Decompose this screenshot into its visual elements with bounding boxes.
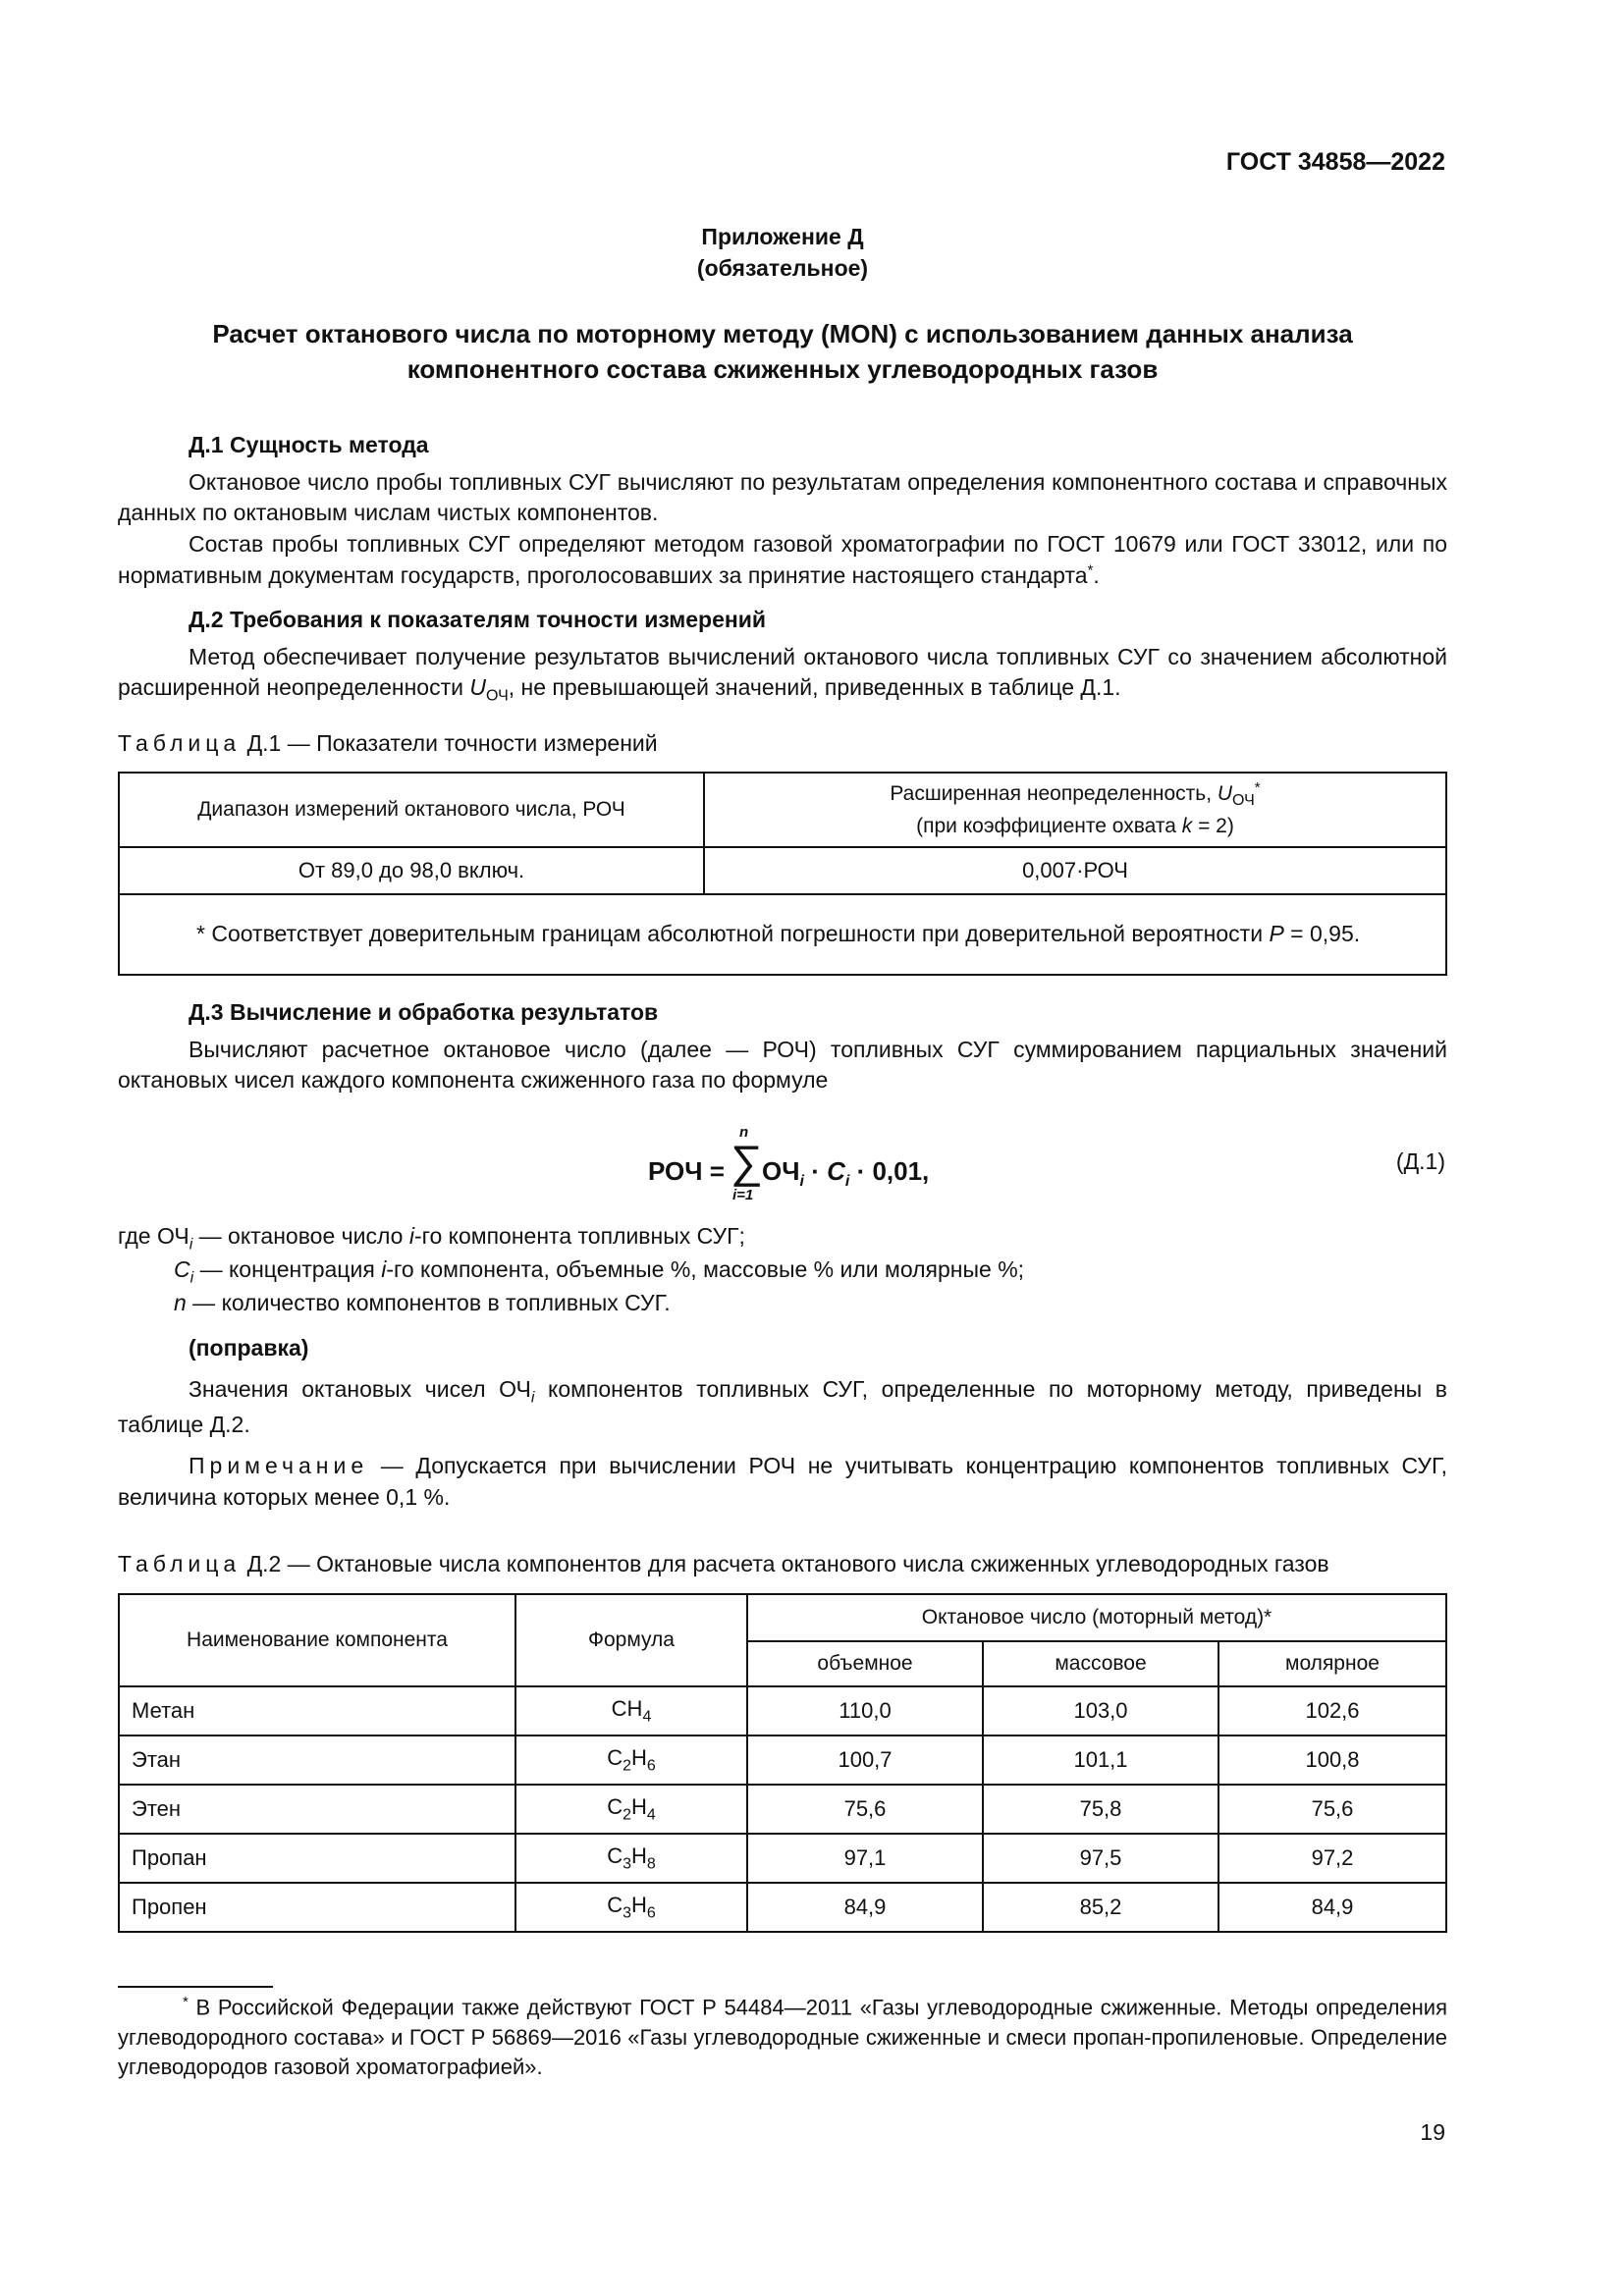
table1-value-cell: 0,007·РОЧ: [704, 847, 1446, 894]
note-label: Примечание: [189, 1453, 369, 1478]
appendix-title: Приложение Д: [701, 224, 864, 249]
footnote-divider: [118, 1986, 273, 1988]
octane-mol-cell: 84,9: [1218, 1883, 1446, 1932]
definition-och-b: -го компонента топливных СУГ;: [413, 1223, 745, 1249]
symbol-u-sub: ОЧ: [485, 688, 509, 706]
table1-symbol-k: k: [1181, 814, 1193, 837]
formula-sum-bottom: i=1: [732, 1187, 754, 1203]
definition-c-a: — концентрация: [193, 1256, 382, 1282]
table1: [118, 772, 1447, 976]
table1-caption-label: Таблица: [118, 730, 242, 756]
footnote-mark-bottom: *: [183, 1994, 189, 2010]
definitions-where: где: [118, 1223, 157, 1249]
table1-header-range: Диапазон измерений октанового числа, РОЧ: [119, 773, 704, 847]
component-formula-cell: [515, 1834, 747, 1883]
table2-caption: [118, 1549, 1329, 1580]
table1-note-cell: [119, 894, 1446, 975]
component-formula-cell: [515, 1785, 747, 1834]
section-d2-text-a: Метод обеспечивает получение результатов вычислений октанового числа топливных СУГ со значением абсолютной расширенной неопределенности: [118, 643, 1447, 701]
table2: [118, 1593, 1447, 1933]
table-row: [119, 1686, 1446, 1735]
component-name-cell: Этен: [119, 1785, 515, 1834]
formula-element: C: [607, 1842, 623, 1868]
section-d2: [118, 605, 1447, 708]
formula-body: [762, 1154, 929, 1193]
component-name-cell: Пропен: [119, 1883, 515, 1932]
formula-definitions: [118, 1221, 1447, 1321]
definition-och-sub: i: [189, 1236, 193, 1254]
formula-subscript: 3: [623, 1855, 631, 1873]
note-paragraph-text: [118, 1451, 1447, 1513]
document-title-line2: компонентного состава сжиженных углеводородных газов: [406, 354, 1159, 385]
symbol-u: U: [469, 674, 486, 701]
formula-dot: ·: [811, 1156, 820, 1186]
table1-caption-text: Д.1 — Показатели точности измерений: [241, 730, 658, 756]
table1-caption: [118, 728, 658, 760]
footnote: [118, 1993, 1447, 2082]
values-paragraph-sub: i: [530, 1389, 535, 1407]
formula-number: (Д.1): [1395, 1148, 1445, 1174]
definition-n: [118, 1288, 1447, 1321]
octane-mass-cell: 97,5: [983, 1834, 1218, 1883]
section-d2-heading: Д.2 Требования к показателям точности измерений: [189, 607, 767, 632]
definition-c-symbol: C: [174, 1256, 190, 1282]
table1-header-mark: *: [1254, 779, 1261, 797]
section-d2-paragraph: [118, 642, 1447, 708]
table1-header-uncertainty-b: (при коэффициенте охвата: [916, 814, 1182, 837]
table1-note-a: * Соответствует доверительным границам абсолютной погрешности при доверительной вероятности: [196, 921, 1270, 947]
document-standard-header: ГОСТ 34858—2022: [1225, 148, 1445, 176]
table1-header-uncertainty-a: Расширенная неопределенность,: [890, 782, 1218, 806]
table-row: [119, 1883, 1446, 1932]
document-title-line1: Расчет октанового числа по моторному методу (MON) с использованием данных анализа: [212, 319, 1353, 348]
page-number: 19: [1420, 2119, 1445, 2145]
formula-element: H: [631, 1793, 647, 1819]
table1-note-b: = 0,95.: [1283, 921, 1361, 947]
definition-c-sub: i: [189, 1269, 194, 1287]
formula-subscript: 6: [646, 1904, 656, 1922]
table2-header-mol: молярное: [1218, 1641, 1446, 1686]
octane-mass-cell: 85,2: [983, 1883, 1218, 1932]
formula-element: C: [607, 1892, 623, 1917]
values-paragraph: [118, 1374, 1447, 1440]
appendix-status: (обязательное): [696, 255, 869, 281]
section-d1-paragraph1: Октановое число пробы топливных СУГ вычисляют по результатам определения компонентного состава и справочных данных по октановым числам чистых компонентов.: [118, 468, 1447, 526]
component-formula-cell: [515, 1686, 747, 1735]
formula-element: C: [611, 1695, 627, 1721]
definition-och: [118, 1221, 1447, 1255]
section-d2-text-b: , не превышающей значений, приведенных в таблице Д.1.: [508, 674, 1121, 701]
definition-och-i: i: [408, 1223, 414, 1249]
octane-mass-cell: 103,0: [983, 1686, 1218, 1735]
formula-lhs: РОЧ =: [648, 1156, 725, 1186]
formula-subscript: 2: [623, 1757, 631, 1775]
formula-subscript: 6: [646, 1757, 656, 1775]
table1-header-uncertainty: [704, 773, 1446, 847]
definition-c-i: i: [381, 1256, 387, 1282]
document-title: [118, 316, 1447, 388]
formula-term2-sub: i: [844, 1173, 850, 1191]
section-d1-paragraph2: [118, 529, 1447, 591]
section-d1-heading: Д.1 Сущность метода: [189, 432, 429, 457]
definition-c: [118, 1255, 1447, 1288]
formula-subscript: 3: [623, 1904, 631, 1922]
table1-note-symbol-p: P: [1269, 921, 1284, 947]
table1-note-row: [119, 894, 1446, 975]
formula-term2: C: [827, 1156, 845, 1186]
table1-symbol-u-sub: ОЧ: [1232, 792, 1255, 810]
formula-element: H: [631, 1892, 647, 1917]
section-d1-paragraph2-text: Состав пробы топливных СУГ определяют методом газовой хроматографии по ГОСТ 10679 или ГОСТ 33012, или по нормативным документам государств, проголосовавших за принятие настоящего стандарта: [118, 531, 1447, 588]
table-row: [119, 1834, 1446, 1883]
formula-subscript: 2: [623, 1806, 631, 1824]
table-row: [119, 1735, 1446, 1785]
formula-tail: · 0,01,: [856, 1156, 930, 1186]
component-name-cell: Этан: [119, 1735, 515, 1785]
values-paragraph-text: [118, 1374, 1447, 1440]
table2-header-formula: Формула: [515, 1594, 747, 1686]
formula-subscript: 4: [646, 1806, 656, 1824]
table-row: [119, 1785, 1446, 1834]
formula-element: H: [631, 1842, 647, 1868]
octane-vol-cell: 84,9: [747, 1883, 983, 1932]
formula-sum-top: n: [739, 1124, 749, 1141]
definition-och-symbol: ОЧ: [156, 1223, 189, 1249]
formula-element: C: [607, 1744, 623, 1770]
table2-header-mass: массовое: [983, 1641, 1218, 1686]
octane-mol-cell: 102,6: [1218, 1686, 1446, 1735]
octane-mass-cell: 75,8: [983, 1785, 1218, 1834]
amendment-label: (поправка): [189, 1335, 309, 1361]
formula-element: H: [626, 1695, 643, 1721]
table1-header-uncertainty-c: = 2): [1192, 814, 1234, 837]
formula-subscript: 8: [646, 1855, 656, 1873]
component-name-cell: Метан: [119, 1686, 515, 1735]
formula-d1: [648, 1124, 1041, 1217]
table2-header-vol: объемное: [747, 1641, 983, 1686]
octane-vol-cell: 100,7: [747, 1735, 983, 1785]
formula-element: H: [631, 1744, 647, 1770]
definition-n-symbol: n: [174, 1290, 187, 1315]
octane-mol-cell: 97,2: [1218, 1834, 1446, 1883]
note-paragraph: [118, 1451, 1447, 1513]
formula-subscript: 4: [642, 1708, 652, 1726]
formula-term1: ОЧ: [762, 1156, 800, 1186]
table2-caption-label: Таблица: [118, 1551, 242, 1576]
section-d3-paragraph: Вычисляют расчетное октановое число (далее — РОЧ) топливных СУГ суммированием парциальных значений октановых чисел каждого компонента сжиженного газа по формуле: [118, 1036, 1447, 1094]
table2-header-row1: [119, 1594, 1446, 1641]
table1-range-cell: От 89,0 до 98,0 включ.: [119, 847, 704, 894]
definition-och-a: — октановое число: [192, 1223, 409, 1249]
table1-symbol-u: U: [1217, 782, 1233, 806]
component-formula-cell: [515, 1735, 747, 1785]
amendment-note: [118, 1333, 1447, 1364]
footnote-text: В Российской Федерации также действуют ГОСТ Р 54484—2011 «Газы углеводородные сжиженные. Методы определения углеводородного состава» и ГОСТ Р 56869—2016 «Газы углеводородные сжиженные и смеси пропан-пропиленовые. Определение углеводородов газовой хроматографией».: [118, 1995, 1447, 2080]
values-paragraph-a: Значения октановых чисел ОЧ: [189, 1376, 531, 1402]
formula-term1-sub: i: [799, 1173, 804, 1191]
octane-mol-cell: 75,6: [1218, 1785, 1446, 1834]
values-paragraph-b: компонентов топливных СУГ, определенные по моторному методу, приведены в таблице Д.2.: [118, 1376, 1447, 1437]
table1-data-row: [119, 847, 1446, 894]
definition-c-b: -го компонента, объемные %, массовые % или молярные %;: [386, 1256, 1025, 1282]
table2-header-octane: Октановое число (моторный метод)*: [747, 1594, 1446, 1641]
octane-vol-cell: 75,6: [747, 1785, 983, 1834]
formula-element: C: [607, 1793, 623, 1819]
octane-vol-cell: 97,1: [747, 1834, 983, 1883]
octane-mass-cell: 101,1: [983, 1735, 1218, 1785]
octane-vol-cell: 110,0: [747, 1686, 983, 1735]
definition-n-a: — количество компонентов в топливных СУГ.: [186, 1290, 671, 1315]
section-d1: [118, 430, 1447, 592]
section-d1-paragraph2-end: .: [1093, 561, 1100, 588]
footnote-mark: *: [1087, 561, 1094, 579]
note-text: — Допускается при вычислении РОЧ не учитывать концентрацию компонентов топливных СУГ, величина которых менее 0,1 %.: [118, 1453, 1447, 1510]
component-formula-cell: [515, 1883, 747, 1932]
sum-icon: ∑: [731, 1136, 763, 1187]
section-d3-heading: Д.3 Вычисление и обработка результатов: [189, 999, 659, 1025]
table2-body: [119, 1686, 1446, 1932]
table2-caption-text: Д.2 — Октановые числа компонентов для расчета октанового числа сжиженных углеводородных газов: [241, 1551, 1329, 1576]
table2-header-name: Наименование компонента: [119, 1594, 515, 1686]
section-d3: [118, 997, 1447, 1096]
octane-mol-cell: 100,8: [1218, 1735, 1446, 1785]
component-name-cell: Пропан: [119, 1834, 515, 1883]
table1-header-row: [119, 773, 1446, 847]
